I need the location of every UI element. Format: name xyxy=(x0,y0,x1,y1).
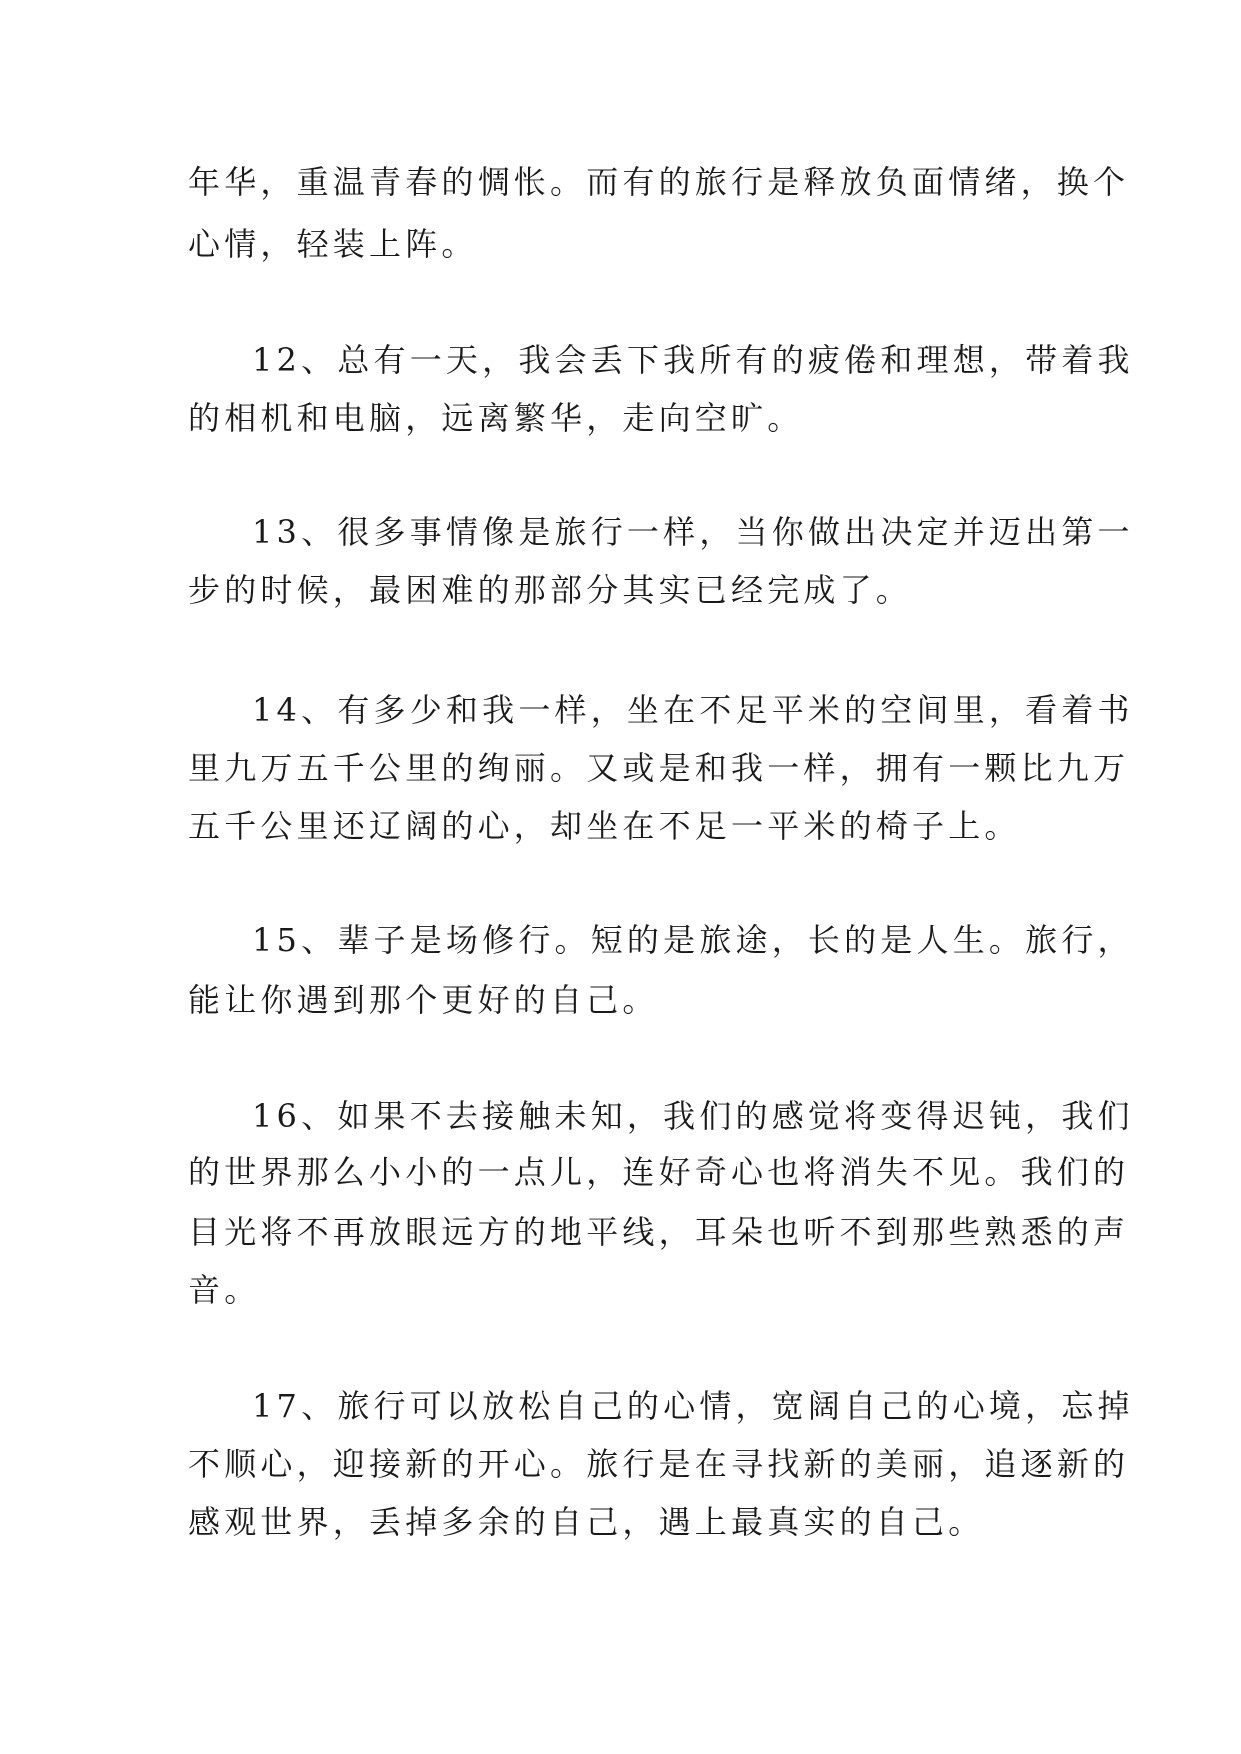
text-line: 能让你遇到那个更好的自己。 xyxy=(188,981,659,1019)
text-line: 的世界那么小小的一点儿，连好奇心也将消失不见。我们的 xyxy=(188,1153,1130,1191)
text-line: 的相机和电脑，远离繁华，走向空旷。 xyxy=(188,399,804,437)
text-line: 音。 xyxy=(188,1271,261,1309)
text-line: 里九万五千公里的绚丽。又或是和我一样，拥有一颗比九万 xyxy=(188,749,1130,787)
text-line: 不顺心，迎接新的开心。旅行是在寻找新的美丽，追逐新的 xyxy=(188,1445,1130,1483)
text-line: 14、有多少和我一样，坐在不足平米的空间里，看着书 xyxy=(252,691,1134,729)
text-line: 13、很多事情像是旅行一样，当你做出决定并迈出第一 xyxy=(252,513,1134,551)
text-line: 12、总有一天，我会丢下我所有的疲倦和理想，带着我 xyxy=(252,341,1134,379)
text-line: 步的时候，最困难的那部分其实已经完成了。 xyxy=(188,571,913,609)
text-line: 16、如果不去接触未知，我们的感觉将变得迟钝，我们 xyxy=(252,1097,1134,1135)
text-line: 心情，轻装上阵。 xyxy=(188,225,478,263)
text-line: 目光将不再放眼远方的地平线，耳朵也听不到那些熟悉的声 xyxy=(188,1213,1130,1251)
text-line: 感观世界，丢掉多余的自己，遇上最真实的自己。 xyxy=(188,1503,985,1541)
text-line: 年华，重温青春的惆怅。而有的旅行是释放负面情绪，换个 xyxy=(188,163,1130,201)
text-line: 17、旅行可以放松自己的心情，宽阔自己的心境，忘掉 xyxy=(252,1387,1134,1425)
text-line: 五千公里还辽阔的心，却坐在不足一平米的椅子上。 xyxy=(188,807,1021,845)
text-line: 15、辈子是场修行。短的是旅途，长的是人生。旅行， xyxy=(252,921,1134,959)
